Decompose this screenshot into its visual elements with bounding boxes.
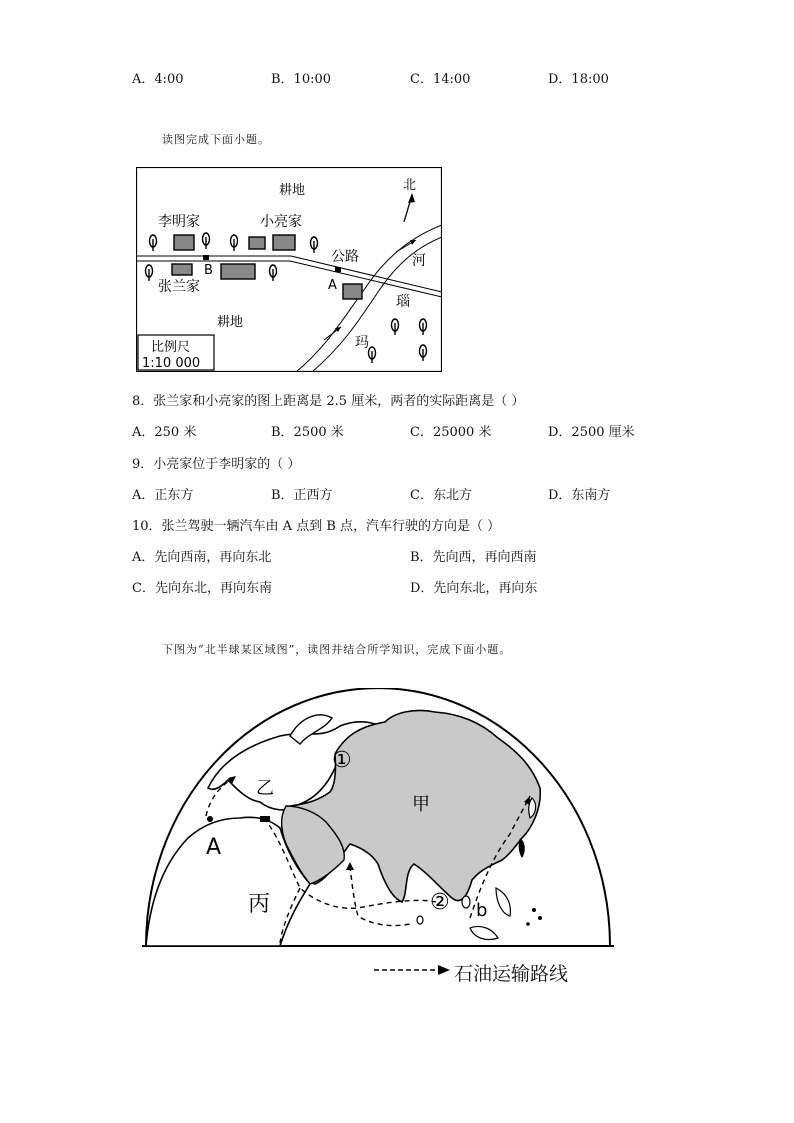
jia-label: 甲 (412, 794, 430, 815)
point-a-label: A (328, 278, 337, 293)
intro-map1: 读图完成下面小题。 (162, 133, 270, 146)
q9-option-b: B．正西方 (271, 488, 333, 503)
q7-option-a: A．4:00 (132, 72, 184, 87)
road-label: 公路 (331, 249, 359, 265)
point-b-label: b (476, 900, 488, 921)
hemisphere-map (140, 688, 616, 988)
farmland-top-label: 耕地 (279, 183, 306, 198)
point-a-icon (207, 816, 213, 822)
xiaoliang-label: 小亮家 (260, 214, 302, 230)
legend-dashed-arrow-icon (372, 963, 452, 977)
q10-option-a: A．先向西南，再向东北 (132, 550, 272, 565)
river-char-1: 河 (412, 253, 426, 269)
zhanglan-house-icon (172, 264, 192, 275)
q10-option-d: D．先向东北，再向东 (410, 581, 538, 596)
q9-stem: 9．小亮家位于李明家的（ ） (132, 457, 301, 472)
q10-stem: 10．张兰驾驶一辆汽车由 A 点到 B 点，汽车行驶的方向是（ ） (132, 519, 501, 534)
bing-label: 丙 (248, 892, 271, 917)
scale-title: 比例尺 (151, 340, 191, 355)
q8-stem: 8．张兰家和小亮家的图上距离是 2.5 厘米，两者的实际距离是（ ） (132, 394, 525, 409)
scale-value: 1:10 000 (142, 356, 201, 371)
point-a-label: A (206, 835, 222, 860)
farmland-bottom-label: 耕地 (217, 315, 244, 330)
q8-option-d: D．2500 厘米 (548, 425, 635, 440)
zhanglan-label: 张兰家 (158, 279, 200, 295)
liming-label: 李明家 (158, 214, 200, 230)
village-map (136, 167, 442, 372)
circle-2-label: ② (430, 890, 450, 915)
q8-option-c: C．25000 米 (410, 425, 492, 440)
q8-option-a: A．250 米 (132, 425, 197, 440)
q9-option-d: D．东南方 (548, 488, 611, 503)
q10-option-b: B．先向西，再向西南 (410, 550, 537, 565)
intro-map2: 下图为“北半球某区域图”，读图并结合所学知识，完成下面小题。 (162, 643, 512, 656)
point-b-label: B (204, 263, 213, 278)
river-char-2: 瑙 (396, 294, 410, 310)
liming-house-icon (174, 235, 194, 250)
q7-option-c: C．14:00 (410, 72, 471, 87)
q7-option-b: B．10:00 (271, 72, 332, 87)
north-label: 北 (403, 178, 417, 193)
q9-option-a: A．正东方 (132, 488, 194, 503)
legend-label: 石油运输路线 (454, 963, 569, 985)
point-b-icon (203, 255, 209, 260)
point-a-icon (335, 267, 341, 272)
xiaoliang-house-icon (273, 235, 295, 250)
river-char-3: 玛 (355, 335, 369, 351)
q7-option-d: D．18:00 (548, 72, 609, 87)
q10-option-c: C．先向东北，再向东南 (132, 581, 272, 596)
yi-label: 乙 (256, 778, 274, 799)
q9-option-c: C．东北方 (410, 488, 472, 503)
circle-1-label: ① (332, 748, 352, 773)
q8-option-b: B．2500 米 (271, 425, 344, 440)
